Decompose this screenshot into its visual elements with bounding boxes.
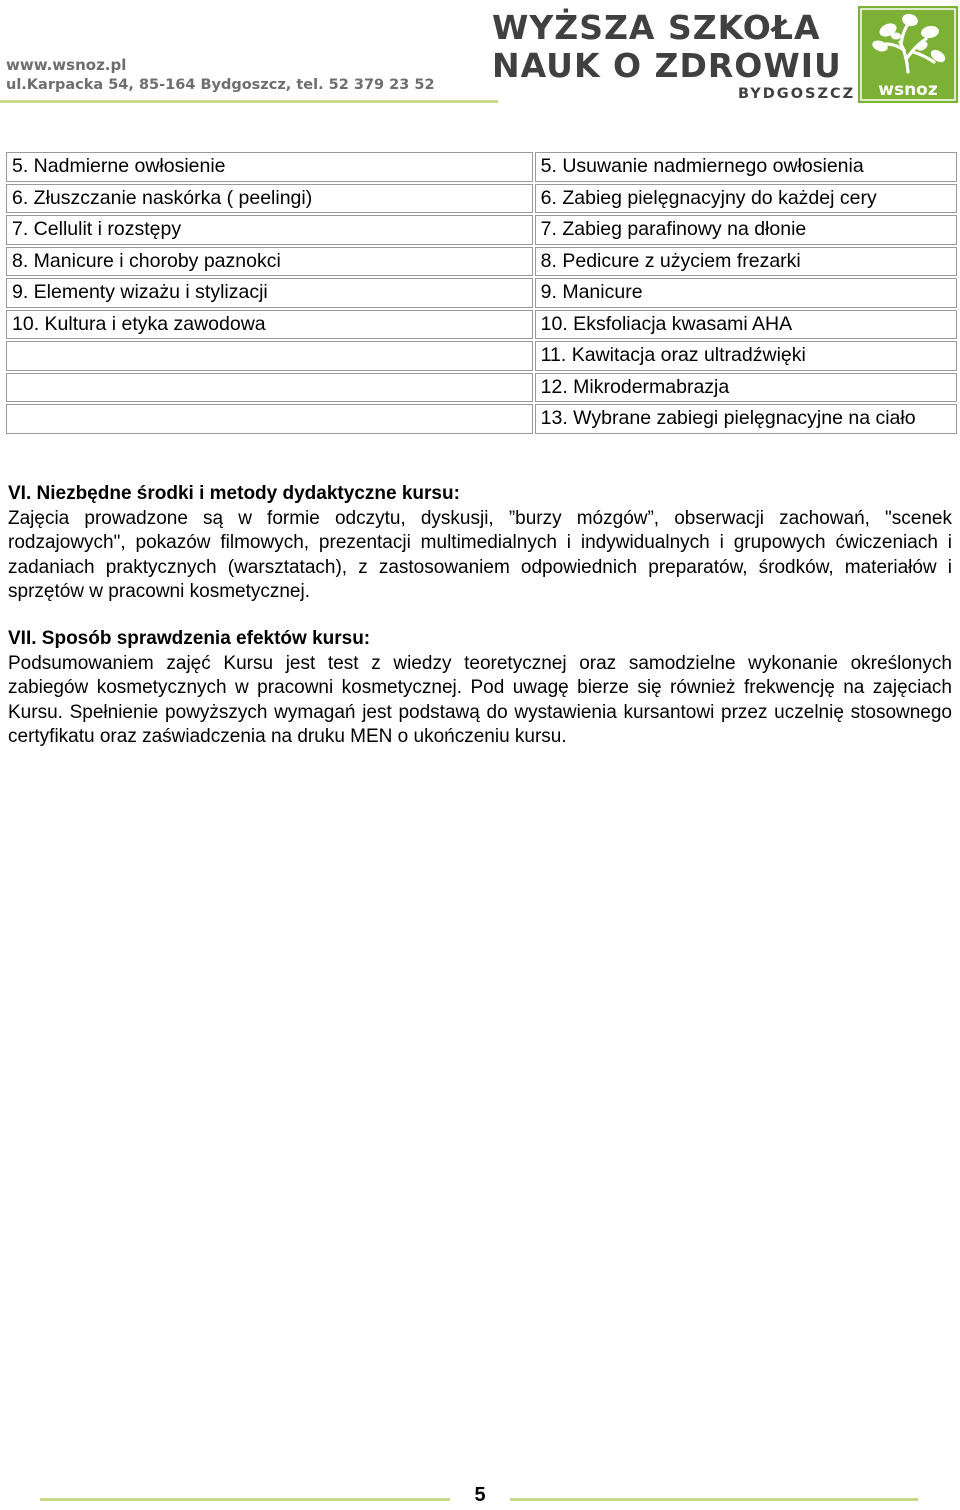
section-teaching-methods: [8, 482, 952, 605]
tree-logo-icon: [858, 6, 958, 103]
table-cell-practice-topic: 6. Zabieg pielęgnacyjny do każdej cery: [535, 184, 957, 214]
school-logo: [858, 6, 958, 103]
table-cell-theory-topic: 7. Cellulit i rozstępy: [6, 215, 533, 245]
table-cell-theory-topic: 10. Kultura i etyka zawodowa: [6, 310, 533, 340]
table-cell-practice-topic: 9. Manicure: [535, 278, 957, 308]
section-body: Podsumowaniem zajęć Kursu jest test z wiedzy teoretycznej oraz samodzielne wykonanie określonych zabiegów kosmetycznych w pracowni kosmetycznej. Pod uwagę bierze się również frekwencję na zajęciach Kursu. Spełnienie powyższych wymagań jest podstawą do wystawienia kursantowi przez uczelnię stosownego certyfikatu oraz zaświadczenia na druku MEN o ukończeniu kursu.: [8, 652, 952, 747]
school-city: BYDGOSZCZ: [738, 86, 856, 102]
table-row: [6, 152, 957, 182]
school-name-line2: NAUK O ZDROWIU: [492, 46, 842, 85]
table-cell-theory-topic: 9. Elementy wizażu i stylizacji: [6, 278, 533, 308]
table-row: [6, 310, 957, 340]
footer-divider-left: [40, 1498, 450, 1501]
footer-divider-right: [510, 1498, 918, 1501]
table-row: [6, 404, 957, 434]
table-cell-theory-topic: 5. Nadmierne owłosienie: [6, 152, 533, 182]
page-footer: [0, 1484, 960, 1510]
table-cell-practice-topic: 12. Mikrodermabrazja: [535, 373, 957, 403]
table-cell-practice-topic: 13. Wybrane zabiegi pielęgnacyjne na ciało: [535, 404, 957, 434]
page-number: 5: [474, 1484, 486, 1506]
table-cell-theory-topic: [6, 341, 533, 371]
section-assessment: [8, 627, 952, 750]
table-cell-practice-topic: 5. Usuwanie nadmiernego owłosienia: [535, 152, 957, 182]
table-cell-practice-topic: 7. Zabieg parafinowy na dłonie: [535, 215, 957, 245]
school-address: ul.Karpacka 54, 85-164 Bydgoszcz, tel. 52 379 23 52: [6, 77, 435, 93]
table-cell-practice-topic: 8. Pedicure z użyciem frezarki: [535, 247, 957, 277]
table-row: [6, 278, 957, 308]
table-row: [6, 184, 957, 214]
table-cell-theory-topic: [6, 404, 533, 434]
course-topics-table: [4, 150, 959, 436]
table-row: [6, 215, 957, 245]
table-row: [6, 247, 957, 277]
table-cell-practice-topic: 11. Kawitacja oraz ultradźwięki: [535, 341, 957, 371]
section-heading: VII. Sposób sprawdzenia efektów kursu:: [8, 628, 371, 649]
section-heading: VI. Niezbędne środki i metody dydaktyczne kursu:: [8, 483, 460, 504]
table-cell-theory-topic: [6, 373, 533, 403]
school-name-line1: WYŻSZA SZKOŁA: [492, 8, 821, 47]
page-header: [0, 0, 960, 110]
header-divider: [0, 100, 498, 103]
table-cell-theory-topic: 6. Złuszczanie naskórka ( peelingi): [6, 184, 533, 214]
table-row: [6, 373, 957, 403]
table-cell-practice-topic: 10. Eksfoliacja kwasami AHA: [535, 310, 957, 340]
website-url: www.wsnoz.pl: [6, 56, 127, 74]
logo-word: wsnoz: [878, 80, 938, 100]
table-cell-theory-topic: 8. Manicure i choroby paznokci: [6, 247, 533, 277]
table-row: [6, 341, 957, 371]
section-body: Zajęcia prowadzone są w formie odczytu, dyskusji, ”burzy mózgów”, obserwacji zachowań, "scenek rodzajowych", pokazów filmowych, prezentacji multimedialnych i indywidualnych i grupowych ćwiczeniach i zadaniach praktycznych (warsztatach), z zastosowaniem odpowiednich preparatów, środków, materiałów i sprzętów w pracowni kosmetycznej.: [8, 507, 952, 602]
contact-block: [6, 55, 435, 95]
